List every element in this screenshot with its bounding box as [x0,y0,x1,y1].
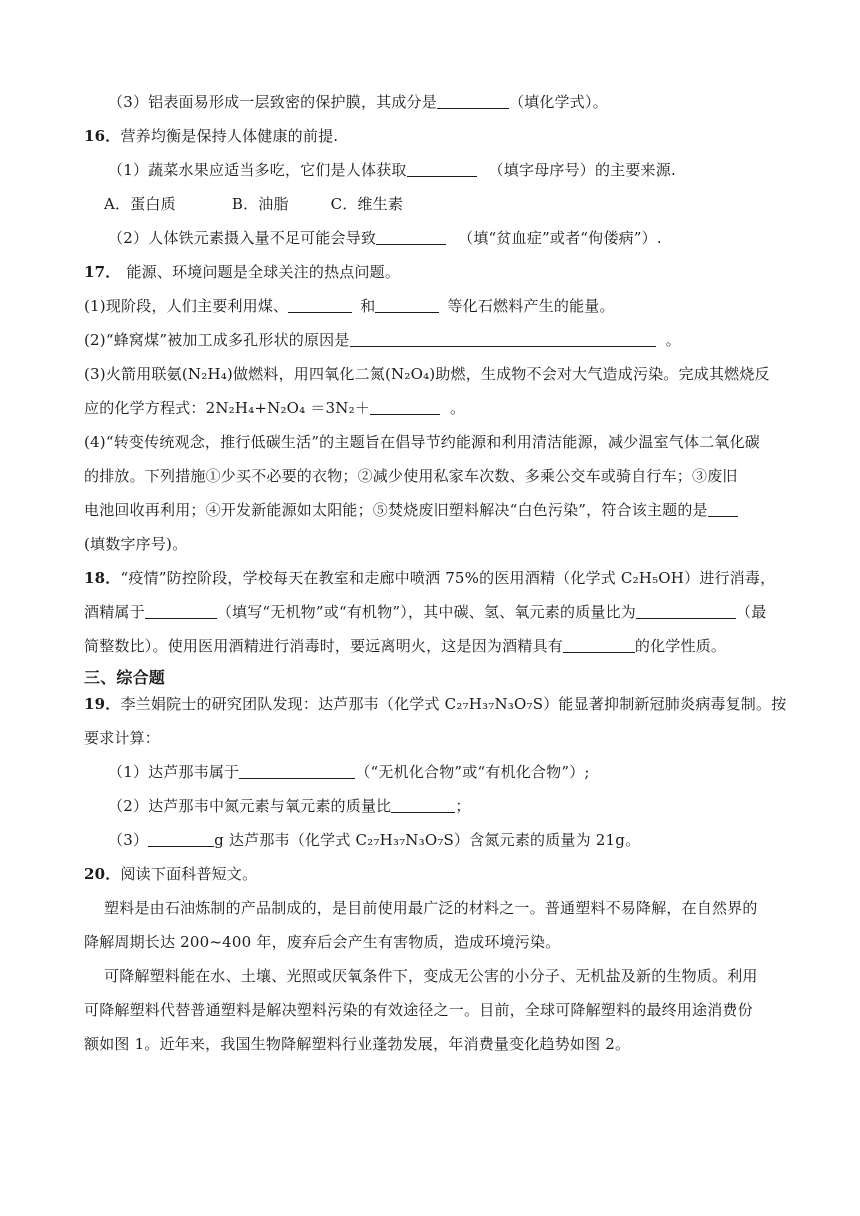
answer-blank[interactable] [239,762,355,779]
q18-line1 [84,567,784,589]
q16-part2-hint: （填“贫血症”或者“佝偻病”）. [458,229,662,247]
q16-part2-text: （2）人体铁元素摄入量不足可能会导致 [108,229,377,247]
q17-part4-text: (填数字序号)。 [84,535,188,553]
q19-part2-tail: ； [455,797,471,815]
q16-stem [84,125,784,147]
answer-blank[interactable] [391,796,455,813]
question-text: 营养均衡是保持人体健康的前提. [120,127,339,145]
q17-part2-tail: 。 [665,331,681,349]
answer-blank[interactable] [145,602,217,619]
option-a: A．蛋白质 [104,195,176,213]
question-number: 17． [84,263,121,281]
q18-text: 酒精属于 [84,603,145,621]
option-c: C．维生素 [330,195,404,213]
q19-part2-text: （2）达芦那韦中氮元素与氧元素的质量比 [108,797,392,815]
question-number: 20． [84,865,121,883]
passage-text: 可降解塑料代替普通塑料是解决塑料污染的有效途径之一。目前，全球可降解塑料的最终用途消费份 [84,1001,753,1019]
question-number: 18． [84,569,121,587]
q19-line2 [84,727,784,749]
answer-blank[interactable] [407,160,477,177]
q17-part3-line1 [84,363,784,385]
q19-part1 [108,761,784,783]
answer-blank[interactable] [350,330,656,347]
q17-part4-text: 的排放。下列措施①少买不必要的衣物；②减少使用私家车次数、多乘公交车或骑自行车；③废旧 [84,467,738,485]
passage-text: 额如图 1。近年来，我国生物降解塑料行业蓬勃发展，年消费量变化趋势如图 2。 [84,1035,631,1053]
q17-part4-line3 [84,499,784,521]
q17-part3-line2 [84,397,784,419]
q20-para1-line2 [84,931,784,953]
q17-part1-text: (1)现阶段，人们主要利用煤、 [84,297,289,315]
passage-text: 降解周期长达 200~400 年，废弃后会产生有害物质，造成环境污染。 [84,933,561,951]
q17-part4-line1 [84,431,784,453]
section-heading: 三、综合题 [84,668,166,687]
q20-para2-line1 [104,965,784,987]
option-b: B．油脂 [231,195,289,213]
q19-part1-text: （1）达芦那韦属于 [108,763,240,781]
q16-options [104,193,784,215]
q16-part1 [108,159,784,181]
q17-part4-text: (4)“转变传统观念，推行低碳生活”的主题旨在倡导节约能源和利用清洁能源，减少温室气体二氧化碳 [84,433,760,451]
q20-para1-line1 [104,897,784,919]
q18-text: 简整数比）。使用医用酒精进行消毒时，要远离明火，这是因为酒精具有 [84,637,563,655]
answer-blank[interactable] [288,296,352,313]
answer-blank[interactable] [708,500,738,517]
q19-line1 [84,693,787,715]
q20-para2-line3 [84,1033,784,1055]
question-number: 19． [84,695,121,713]
q19-part3 [108,829,784,851]
question-text: 要求计算： [84,729,161,747]
q17-part1-tail: 等化石燃料产生的能量。 [447,297,615,315]
q18-line3 [84,635,784,657]
q15-part3-text: （3）铝表面易形成一层致密的保护膜，其成分是 [108,93,437,111]
q18-text: （最 [736,603,767,621]
answer-blank[interactable] [376,228,446,245]
passage-text: 可降解塑料能在水、土壤、光照或厌氧条件下，变成无公害的小分子、无机盐及新的生物质。利用 [104,967,758,985]
question-text: “疫情”防控阶段，学校每天在教室和走廊中喷洒 75%的医用酒精（化学式 C₂H₅OH）进行消毒， [120,569,776,587]
q16-part1-hint: （填字母序号）的主要来源. [488,161,676,179]
answer-blank[interactable] [370,398,440,415]
answer-blank[interactable] [375,296,439,313]
q19-part1-hint: （“无机化合物”或“有机化合物”）; [355,763,590,781]
q18-line2 [84,601,784,623]
q16-part1-text: （1）蔬菜水果应适当多吃，它们是人体获取 [108,161,407,179]
q17-part3-text: (3)火箭用联氨(N₂H₄)做燃料，用四氧化二氮(N₂O₄)助燃，生成物不会对大气造成污染。完成其燃烧反 [84,365,770,383]
answer-blank[interactable] [563,636,635,653]
question-text: 能源、环境问题是全球关注的热点问题。 [126,263,401,281]
q16-part2 [108,227,784,249]
q15-part3-hint: （填化学式）。 [508,93,608,111]
equation-text: 应的化学方程式：2N₂H₄+N₂O₄ ＝3N₂＋ [84,399,371,417]
question-text: 阅读下面科普短文。 [120,865,258,883]
answer-blank[interactable] [148,830,214,847]
q20-stem [84,863,784,885]
passage-text: 塑料是由石油炼制的产品制成的，是目前使用最广泛的材料之一。普通塑料不易降解，在自然界的 [104,899,758,917]
q17-part1 [84,295,784,317]
question-text: 李兰娟院士的研究团队发现：达芦那韦（化学式 C₂₇H₃₇N₃O₇S）能显著抑制新冠肺炎病毒复制。按 [120,695,787,713]
question-number: 16． [84,127,121,145]
q17-part2 [84,329,784,351]
q19-part3-text: （3） [108,831,149,849]
answer-blank[interactable] [437,92,509,109]
q17-part1-and: 和 [360,297,376,315]
q17-part4-text: 电池回收再利用；④开发新能源如太阳能；⑤焚烧废旧塑料解决“白色污染”，符合该主题的是 [84,501,708,519]
q17-part4-line4 [84,533,784,555]
answer-blank[interactable] [636,602,736,619]
q20-para2-line2 [84,999,784,1021]
q17-part4-line2 [84,465,784,487]
q18-text: （填写“无机物”或“有机物”），其中碳、氢、氧元素的质量比为 [216,603,636,621]
equation-tail: 。 [450,399,466,417]
q15-part3 [108,91,784,113]
q19-part2 [108,795,784,817]
q17-part2-text: (2)“蜂窝煤”被加工成多孔形状的原因是 [84,331,350,349]
q19-part3-tail: g 达芦那韦（化学式 C₂₇H₃₇N₃O₇S）含氮元素的质量为 21g。 [214,831,641,849]
q17-stem [84,261,784,283]
q18-text: 的化学性质。 [634,637,727,655]
